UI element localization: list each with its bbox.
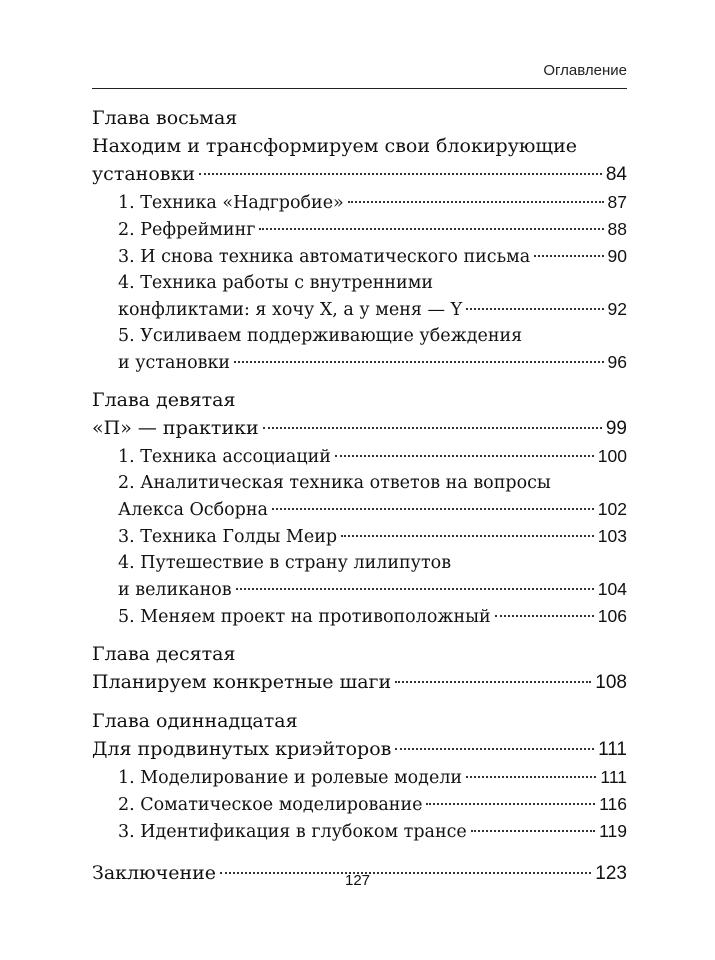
dot-leader [259, 228, 603, 230]
entry-text: 2. Соматическое моделирование [118, 795, 423, 815]
dot-leader [234, 361, 603, 363]
entry-page-number: 99 [605, 418, 627, 439]
entry-text: Алекса Осборна [118, 500, 268, 520]
toc-subentry[interactable] [92, 323, 627, 376]
toc-subentry[interactable] [92, 818, 627, 845]
entry-last-line [92, 735, 627, 764]
entry-last-line [118, 443, 627, 470]
entry-last-line [118, 496, 627, 523]
dot-leader [426, 803, 595, 805]
chapter-block [92, 640, 627, 697]
entry-page-number: 104 [597, 579, 627, 599]
dot-leader [495, 615, 594, 617]
dot-leader [534, 255, 603, 257]
entry-text: конфликтами: я хочу X, а у меня — Y [118, 300, 463, 320]
entry-text: 5. Меняем проект на противоположный [118, 607, 491, 627]
running-head: Оглавление [543, 62, 627, 79]
entry-text: 3. Идентификация в глубоком трансе [118, 822, 467, 842]
entry-text: Для продвинутых криэйторов [92, 738, 392, 760]
entry-page-number: 119 [599, 821, 627, 841]
dot-leader [236, 588, 594, 590]
entry-text: 1. Моделирование и ролевые модели [118, 768, 463, 788]
entry-last-line [118, 523, 627, 550]
entry-page-number: 103 [597, 526, 627, 546]
page-number: 127 [344, 872, 371, 889]
entry-last-line [118, 603, 627, 630]
entry-text-line1: 4. Техника работы с внутренними [118, 273, 433, 293]
dot-leader [263, 427, 602, 429]
dot-leader [341, 535, 594, 537]
toc-subentry[interactable] [92, 189, 627, 216]
dot-leader [348, 201, 604, 203]
entry-page-number: 88 [607, 219, 627, 239]
toc-chapter-title[interactable] [92, 414, 627, 443]
toc-chapter-title[interactable] [92, 132, 627, 189]
dot-leader [395, 748, 594, 750]
entry-page-number: 96 [607, 352, 627, 372]
entry-page-number: 92 [607, 299, 627, 319]
toc-subentry[interactable] [92, 603, 627, 630]
chapter-label: Глава одиннадцатая [92, 710, 298, 732]
entry-text: Заключение [92, 862, 217, 884]
toc-subentry[interactable] [92, 523, 627, 550]
entry-text: 3. И снова техника автоматического письма [118, 247, 531, 267]
toc-subentry[interactable] [92, 243, 627, 270]
entry-last-line [118, 189, 627, 216]
entry-last-line [118, 791, 627, 818]
entry-text: установки [92, 163, 195, 185]
entry-page-number: 123 [595, 863, 627, 884]
toc-subentry[interactable] [92, 270, 627, 323]
dot-leader [335, 455, 594, 457]
toc-subentry[interactable] [92, 791, 627, 818]
entry-page-number: 116 [599, 794, 627, 814]
entry-page-number: 87 [607, 192, 627, 212]
entry-last-line [92, 160, 627, 189]
toc-subentry[interactable] [92, 550, 627, 603]
entry-text: 1. Техника ассоциаций [118, 447, 331, 467]
entry-last-line [118, 576, 627, 603]
entry-page-number: 84 [605, 164, 627, 185]
entry-page-number: 90 [607, 246, 627, 266]
entry-page-number: 102 [597, 499, 627, 519]
entry-text: 2. Рефрейминг [118, 220, 256, 240]
entry-last-line [118, 243, 627, 270]
dot-leader [466, 776, 596, 778]
dot-leader [471, 830, 595, 832]
chapter-label: Глава восьмая [92, 107, 238, 129]
entry-page-number: 100 [597, 446, 627, 466]
entry-text-line1: Находим и трансформируем свои блокирующие [92, 135, 577, 157]
entry-text-line1: 4. Путешествие в страну лилипутов [118, 553, 452, 573]
entry-text: Планируем конкретные шаги [92, 671, 392, 693]
toc-subentry[interactable] [92, 764, 627, 791]
entry-text: «П» — практики [92, 417, 259, 439]
entry-page-number: 111 [598, 739, 627, 760]
chapter-block [92, 104, 627, 376]
entry-page-number: 108 [595, 672, 627, 693]
entry-text: 3. Техника Голды Меир [118, 527, 338, 547]
entry-text-line1: 2. Аналитическая техника ответов на вопросы [118, 473, 551, 493]
dot-leader [395, 681, 591, 683]
chapter-block [92, 707, 627, 845]
toc-subentry[interactable] [92, 216, 627, 243]
toc-chapter-title[interactable] [92, 668, 627, 697]
entry-last-line [118, 349, 627, 376]
entry-page-number: 111 [600, 767, 627, 787]
entry-text: и установки [118, 353, 231, 373]
entry-text: 1. Техника «Надгробие» [118, 193, 344, 213]
dot-leader [466, 308, 603, 310]
chapter-label: Глава девятая [92, 389, 236, 411]
chapter-label: Глава десятая [92, 643, 236, 665]
toc-subentry[interactable] [92, 443, 627, 470]
table-of-contents [92, 104, 627, 888]
toc-chapter-title[interactable] [92, 735, 627, 764]
header-rule [92, 88, 627, 89]
entry-last-line [92, 414, 627, 443]
dot-leader [272, 508, 594, 510]
chapter-block [92, 386, 627, 630]
entry-page-number: 106 [597, 606, 627, 626]
entry-last-line [118, 296, 627, 323]
entry-last-line [118, 818, 627, 845]
entry-last-line [118, 764, 627, 791]
entry-last-line [92, 668, 627, 697]
toc-subentry[interactable] [92, 470, 627, 523]
entry-text-line1: 5. Усиливаем поддерживающие убеждения [118, 326, 523, 346]
dot-leader [199, 173, 602, 175]
entry-last-line [118, 216, 627, 243]
entry-text: и великанов [118, 580, 232, 600]
